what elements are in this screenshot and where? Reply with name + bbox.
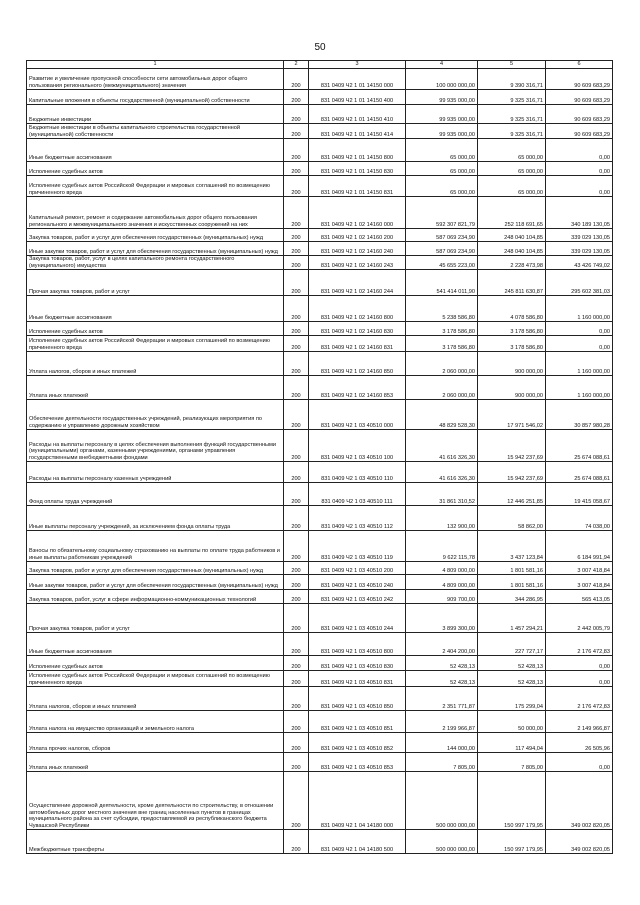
row-code: 200	[284, 671, 309, 687]
row-code: 200	[284, 90, 309, 105]
row-code: 200	[284, 562, 309, 575]
row-value-col6: 25 674 088,61	[546, 430, 613, 462]
row-classification-code: 831 0409 Ч2 1 01 14150 410	[309, 105, 406, 124]
row-code: 200	[284, 242, 309, 256]
row-classification-code: 831 0409 Ч2 1 02 14160 243	[309, 256, 406, 270]
row-value-col4: 100 000 000,00	[406, 69, 478, 90]
table-row	[27, 483, 613, 506]
row-value-col6: 565 413,05	[546, 590, 613, 604]
row-value-col4: 41 616 326,30	[406, 430, 478, 462]
row-code: 200	[284, 711, 309, 733]
row-name: Иные закупки товаров, работ и услуг для обеспечения государственных (муниципальных) нужд	[27, 575, 284, 590]
row-value-col4: 65 000,00	[406, 139, 478, 162]
row-classification-code: 831 0409 Ч2 1 03 40510 111	[309, 483, 406, 506]
row-code: 200	[284, 105, 309, 124]
table-row	[27, 229, 613, 242]
row-value-col5: 344 286,95	[478, 590, 546, 604]
row-classification-code: 831 0409 Ч2 1 02 14160 240	[309, 242, 406, 256]
page-number: 50	[314, 42, 326, 53]
row-code: 200	[284, 753, 309, 772]
row-value-col4: 31 861 310,52	[406, 483, 478, 506]
row-code: 200	[284, 229, 309, 242]
table-row	[27, 733, 613, 753]
row-name: Исполнение судебных актов Российской Федерации и мировых соглашений по возмещению причиненного вреда	[27, 671, 284, 687]
row-value-col6: 30 857 980,28	[546, 400, 613, 430]
row-value-col5: 3 437 123,84	[478, 531, 546, 562]
row-name: Капитальные вложения в объекты государственной (муниципальной) собственности	[27, 90, 284, 105]
row-value-col4: 3 899 300,00	[406, 604, 478, 633]
table-row	[27, 671, 613, 687]
row-classification-code: 831 0409 Ч2 1 02 14160 853	[309, 376, 406, 400]
table-row	[27, 139, 613, 162]
row-code: 200	[284, 256, 309, 270]
row-value-col6: 2 442 005,79	[546, 604, 613, 633]
row-value-col6: 295 602 381,03	[546, 270, 613, 296]
row-value-col6: 0,00	[546, 656, 613, 671]
row-name: Взносы по обязательному социальному страхованию на выплаты по оплате труда работников и иные выплаты работникам учреждений	[27, 531, 284, 562]
row-value-col6: 19 415 058,67	[546, 483, 613, 506]
row-value-col4: 52 428,13	[406, 671, 478, 687]
table-header-row	[27, 61, 613, 69]
table-row	[27, 256, 613, 270]
row-value-col4: 2 199 966,87	[406, 711, 478, 733]
table-row	[27, 400, 613, 430]
row-value-col4: 45 655 223,00	[406, 256, 478, 270]
row-classification-code: 831 0409 Ч2 1 03 40510 850	[309, 687, 406, 711]
row-classification-code: 831 0409 Ч2 1 03 40510 853	[309, 753, 406, 772]
table-row	[27, 656, 613, 671]
row-value-col6: 2 149 966,87	[546, 711, 613, 733]
row-value-col6: 90 609 683,29	[546, 90, 613, 105]
row-code: 200	[284, 687, 309, 711]
row-value-col6: 339 029 130,05	[546, 242, 613, 256]
table-row	[27, 124, 613, 139]
row-value-col5: 65 000,00	[478, 139, 546, 162]
row-code: 200	[284, 590, 309, 604]
row-value-col4: 65 000,00	[406, 176, 478, 197]
row-value-col5: 50 000,00	[478, 711, 546, 733]
row-value-col5: 52 428,13	[478, 671, 546, 687]
row-classification-code: 831 0409 Ч2 1 03 40510 800	[309, 633, 406, 656]
row-code: 200	[284, 69, 309, 90]
row-value-col6: 90 609 683,29	[546, 69, 613, 90]
row-value-col5: 175 299,04	[478, 687, 546, 711]
row-value-col4: 5 238 586,80	[406, 296, 478, 322]
row-classification-code: 831 0409 Ч2 1 01 14150 000	[309, 69, 406, 90]
row-value-col5: 1 801 581,16	[478, 562, 546, 575]
table-row	[27, 242, 613, 256]
row-value-col6: 3 007 418,84	[546, 575, 613, 590]
row-value-col5: 7 805,00	[478, 753, 546, 772]
row-value-col4: 41 616 326,30	[406, 462, 478, 483]
row-name: Уплата налогов, сборов и иных платежей	[27, 687, 284, 711]
row-name: Закупка товаров, работ и услуг для обеспечения государственных (муниципальных) нужд	[27, 562, 284, 575]
row-value-col4: 3 178 586,80	[406, 322, 478, 336]
row-value-col4: 2 060 000,00	[406, 352, 478, 376]
row-value-col5: 245 811 630,87	[478, 270, 546, 296]
row-value-col5: 3 178 586,80	[478, 322, 546, 336]
row-value-col6: 3 007 418,84	[546, 562, 613, 575]
table-row	[27, 575, 613, 590]
row-classification-code: 831 0409 Ч2 1 03 40510 100	[309, 430, 406, 462]
table-row	[27, 506, 613, 531]
row-value-col5: 252 118 691,65	[478, 197, 546, 229]
table-row	[27, 322, 613, 336]
row-classification-code: 831 0409 Ч2 1 02 14160 244	[309, 270, 406, 296]
row-value-col4: 541 414 011,90	[406, 270, 478, 296]
row-code: 200	[284, 772, 309, 830]
row-name: Закупка товаров, работ и услуг для обеспечения государственных (муниципальных) нужд	[27, 229, 284, 242]
row-name: Прочая закупка товаров, работ и услуг	[27, 270, 284, 296]
row-code: 200	[284, 322, 309, 336]
row-name: Уплата налога на имущество организаций и земельного налога	[27, 711, 284, 733]
row-classification-code: 831 0409 Ч2 1 03 40510 852	[309, 733, 406, 753]
row-value-col6: 340 189 130,05	[546, 197, 613, 229]
row-value-col5: 9 390 316,71	[478, 69, 546, 90]
row-value-col4: 500 000 000,00	[406, 772, 478, 830]
row-value-col4: 9 622 115,78	[406, 531, 478, 562]
column-header: 1	[27, 61, 284, 69]
row-value-col5: 4 078 586,80	[478, 296, 546, 322]
column-header: 3	[309, 61, 406, 69]
row-value-col5: 15 942 237,69	[478, 462, 546, 483]
row-name: Расходы на выплаты персоналу в целях обеспечения выполнения функций государственными (муниципальными) органами, казенными учреждениями, органами управления государственными внебюджетными фондами	[27, 430, 284, 462]
table-row	[27, 176, 613, 197]
row-value-col6: 26 505,96	[546, 733, 613, 753]
row-classification-code: 831 0409 Ч2 1 03 40510 119	[309, 531, 406, 562]
row-code: 200	[284, 483, 309, 506]
row-code: 200	[284, 139, 309, 162]
row-value-col6: 2 176 472,83	[546, 687, 613, 711]
row-code: 200	[284, 162, 309, 176]
table-row	[27, 604, 613, 633]
row-name: Уплата прочих налогов, сборов	[27, 733, 284, 753]
row-value-col6: 339 029 130,05	[546, 229, 613, 242]
row-name: Фонд оплаты труда учреждений	[27, 483, 284, 506]
row-value-col5: 248 040 104,85	[478, 229, 546, 242]
table-row	[27, 687, 613, 711]
row-value-col6: 43 426 749,02	[546, 256, 613, 270]
row-value-col5: 150 997 179,95	[478, 772, 546, 830]
row-name: Исполнение судебных актов	[27, 162, 284, 176]
row-value-col4: 99 935 000,00	[406, 90, 478, 105]
row-classification-code: 831 0409 Ч2 1 02 14160 000	[309, 197, 406, 229]
row-name: Уплата налогов, сборов и иных платежей	[27, 352, 284, 376]
row-value-col4: 500 000 000,00	[406, 830, 478, 854]
row-value-col6: 74 038,00	[546, 506, 613, 531]
table-row	[27, 462, 613, 483]
row-code: 200	[284, 270, 309, 296]
row-value-col4: 909 700,00	[406, 590, 478, 604]
row-classification-code: 831 0409 Ч2 1 02 14160 200	[309, 229, 406, 242]
column-header: 5	[478, 61, 546, 69]
row-classification-code: 831 0409 Ч2 1 02 14160 850	[309, 352, 406, 376]
row-code: 200	[284, 296, 309, 322]
row-value-col4: 99 935 000,00	[406, 105, 478, 124]
row-value-col4: 7 805,00	[406, 753, 478, 772]
row-value-col5: 2 228 473,98	[478, 256, 546, 270]
row-value-col5: 9 325 316,71	[478, 90, 546, 105]
row-code: 200	[284, 124, 309, 139]
row-value-col4: 48 829 528,30	[406, 400, 478, 430]
row-value-col5: 9 325 316,71	[478, 124, 546, 139]
row-value-col5: 1 457 294,21	[478, 604, 546, 633]
row-classification-code: 831 0409 Ч2 1 02 14160 830	[309, 322, 406, 336]
row-value-col4: 2 351 771,87	[406, 687, 478, 711]
row-value-col6: 0,00	[546, 753, 613, 772]
table-row	[27, 531, 613, 562]
row-classification-code: 831 0409 Ч2 1 04 14180 000	[309, 772, 406, 830]
column-header: 2	[284, 61, 309, 69]
row-value-col5: 65 000,00	[478, 162, 546, 176]
row-name: Иные бюджетные ассигнования	[27, 296, 284, 322]
row-name: Капитальный ремонт, ремонт и содержание автомобильных дорог общего пользования регионального и межмуниципального значения и искусственных сооружений на них	[27, 197, 284, 229]
row-value-col4: 132 900,00	[406, 506, 478, 531]
row-name: Иные бюджетные ассигнования	[27, 139, 284, 162]
budget-table	[26, 60, 613, 854]
row-name: Иные бюджетные ассигнования	[27, 633, 284, 656]
row-value-col6: 6 184 991,94	[546, 531, 613, 562]
column-header: 4	[406, 61, 478, 69]
row-value-col4: 65 000,00	[406, 162, 478, 176]
row-classification-code: 831 0409 Ч2 1 02 14160 800	[309, 296, 406, 322]
row-value-col5: 52 428,13	[478, 656, 546, 671]
column-header: 6	[546, 61, 613, 69]
row-value-col5: 1 801 581,16	[478, 575, 546, 590]
row-code: 200	[284, 352, 309, 376]
row-classification-code: 831 0409 Ч2 1 04 14180 500	[309, 830, 406, 854]
row-value-col6: 0,00	[546, 322, 613, 336]
row-value-col4: 144 000,00	[406, 733, 478, 753]
row-classification-code: 831 0409 Ч2 1 01 14150 831	[309, 176, 406, 197]
row-value-col4: 52 428,13	[406, 656, 478, 671]
row-value-col5: 9 325 316,71	[478, 105, 546, 124]
row-value-col5: 248 040 104,85	[478, 242, 546, 256]
row-value-col5: 58 862,00	[478, 506, 546, 531]
row-name: Осуществление дорожной деятельности, кроме деятельности по строительству, в отношении автомобильных дорог местного значения вне границ населенных пунктов в границах муниципального района за счет субсидии, предоставляемой из республиканского бюджета Чувашской Республики	[27, 772, 284, 830]
row-value-col4: 4 809 000,00	[406, 562, 478, 575]
row-classification-code: 831 0409 Ч2 1 03 40510 000	[309, 400, 406, 430]
row-classification-code: 831 0409 Ч2 1 03 40510 240	[309, 575, 406, 590]
row-value-col5: 65 000,00	[478, 176, 546, 197]
table-row	[27, 562, 613, 575]
row-name: Расходы на выплаты персоналу казенных учреждений	[27, 462, 284, 483]
row-value-col6: 90 609 683,29	[546, 105, 613, 124]
row-classification-code: 831 0409 Ч2 1 03 40510 244	[309, 604, 406, 633]
row-value-col4: 592 307 821,79	[406, 197, 478, 229]
row-name: Закупка товаров, работ, услуг в целях капитального ремонта государственного (муниципального) имущества	[27, 256, 284, 270]
row-classification-code: 831 0409 Ч2 1 01 14150 414	[309, 124, 406, 139]
row-code: 200	[284, 462, 309, 483]
table-row	[27, 430, 613, 462]
row-code: 200	[284, 656, 309, 671]
row-classification-code: 831 0409 Ч2 1 03 40510 851	[309, 711, 406, 733]
row-code: 200	[284, 336, 309, 352]
row-name: Исполнение судебных актов	[27, 656, 284, 671]
row-value-col6: 0,00	[546, 671, 613, 687]
row-value-col4: 99 935 000,00	[406, 124, 478, 139]
table-row	[27, 753, 613, 772]
table-row	[27, 162, 613, 176]
row-classification-code: 831 0409 Ч2 1 01 14150 830	[309, 162, 406, 176]
row-classification-code: 831 0409 Ч2 1 02 14160 831	[309, 336, 406, 352]
row-name: Обеспечение деятельности государственных учреждений, реализующих мероприятия по содержанию и управлению дорожным хозяйством	[27, 400, 284, 430]
row-classification-code: 831 0409 Ч2 1 01 14150 800	[309, 139, 406, 162]
row-name: Бюджетные инвестиции в объекты капитального строительства государственной (муниципальной) собственности	[27, 124, 284, 139]
row-value-col6: 0,00	[546, 139, 613, 162]
row-value-col5: 150 997 179,95	[478, 830, 546, 854]
table-row	[27, 69, 613, 90]
row-code: 200	[284, 376, 309, 400]
row-value-col6: 0,00	[546, 176, 613, 197]
row-name: Уплата иных платежей	[27, 376, 284, 400]
row-name: Бюджетные инвестиции	[27, 105, 284, 124]
table-row	[27, 830, 613, 854]
table-row	[27, 105, 613, 124]
row-value-col5: 900 000,00	[478, 352, 546, 376]
row-value-col6: 1 160 000,00	[546, 352, 613, 376]
row-code: 200	[284, 575, 309, 590]
table-row	[27, 376, 613, 400]
row-name: Исполнение судебных актов	[27, 322, 284, 336]
row-value-col5: 3 178 586,80	[478, 336, 546, 352]
table-row	[27, 352, 613, 376]
row-code: 200	[284, 176, 309, 197]
row-classification-code: 831 0409 Ч2 1 03 40510 831	[309, 671, 406, 687]
row-value-col5: 17 971 546,02	[478, 400, 546, 430]
row-classification-code: 831 0409 Ч2 1 03 40510 200	[309, 562, 406, 575]
row-value-col5: 15 942 237,69	[478, 430, 546, 462]
row-value-col6: 2 176 472,83	[546, 633, 613, 656]
row-code: 200	[284, 633, 309, 656]
row-value-col6: 0,00	[546, 162, 613, 176]
row-value-col4: 3 178 586,80	[406, 336, 478, 352]
row-code: 200	[284, 830, 309, 854]
row-value-col6: 1 160 000,00	[546, 296, 613, 322]
row-value-col4: 587 069 234,90	[406, 229, 478, 242]
row-value-col6: 0,00	[546, 336, 613, 352]
row-value-col5: 117 494,04	[478, 733, 546, 753]
row-name: Уплата иных платежей	[27, 753, 284, 772]
row-name: Иные выплаты персоналу учреждений, за исключением фонда оплаты труда	[27, 506, 284, 531]
row-classification-code: 831 0409 Ч2 1 01 14150 400	[309, 90, 406, 105]
row-value-col5: 900 000,00	[478, 376, 546, 400]
row-value-col6: 25 674 088,61	[546, 462, 613, 483]
table-row	[27, 590, 613, 604]
row-code: 200	[284, 400, 309, 430]
table-row	[27, 296, 613, 322]
row-code: 200	[284, 197, 309, 229]
table-row	[27, 336, 613, 352]
row-value-col4: 4 809 000,00	[406, 575, 478, 590]
row-code: 200	[284, 531, 309, 562]
row-classification-code: 831 0409 Ч2 1 03 40510 830	[309, 656, 406, 671]
table-row	[27, 270, 613, 296]
row-value-col6: 90 609 683,29	[546, 124, 613, 139]
row-value-col4: 2 060 000,00	[406, 376, 478, 400]
row-value-col4: 587 069 234,90	[406, 242, 478, 256]
table-row	[27, 772, 613, 830]
row-code: 200	[284, 733, 309, 753]
row-value-col5: 12 446 251,85	[478, 483, 546, 506]
row-value-col6: 1 160 000,00	[546, 376, 613, 400]
row-name: Исполнение судебных актов Российской Федерации и мировых соглашений по возмещению причиненного вреда	[27, 176, 284, 197]
row-name: Межбюджетные трансферты	[27, 830, 284, 854]
row-classification-code: 831 0409 Ч2 1 03 40510 110	[309, 462, 406, 483]
row-name: Развитие и увеличение пропускной способности сети автомобильных дорог общего пользования регионального (межмуниципального) значения	[27, 69, 284, 90]
table-row	[27, 711, 613, 733]
row-name: Прочая закупка товаров, работ и услуг	[27, 604, 284, 633]
row-value-col6: 349 002 820,05	[546, 772, 613, 830]
table-row	[27, 197, 613, 229]
table-row	[27, 633, 613, 656]
row-name: Исполнение судебных актов Российской Федерации и мировых соглашений по возмещению причиненного вреда	[27, 336, 284, 352]
row-value-col4: 2 404 200,00	[406, 633, 478, 656]
row-classification-code: 831 0409 Ч2 1 03 40510 242	[309, 590, 406, 604]
table-row	[27, 90, 613, 105]
row-name: Закупка товаров, работ, услуг в сфере информационно-коммуникационных технологий	[27, 590, 284, 604]
row-value-col5: 227 727,17	[478, 633, 546, 656]
table-body	[27, 69, 613, 854]
row-name: Иные закупки товаров, работ и услуг для обеспечения государственных (муниципальных) нужд	[27, 242, 284, 256]
row-code: 200	[284, 506, 309, 531]
row-code: 200	[284, 430, 309, 462]
row-classification-code: 831 0409 Ч2 1 03 40510 112	[309, 506, 406, 531]
row-code: 200	[284, 604, 309, 633]
row-value-col6: 349 002 820,05	[546, 830, 613, 854]
